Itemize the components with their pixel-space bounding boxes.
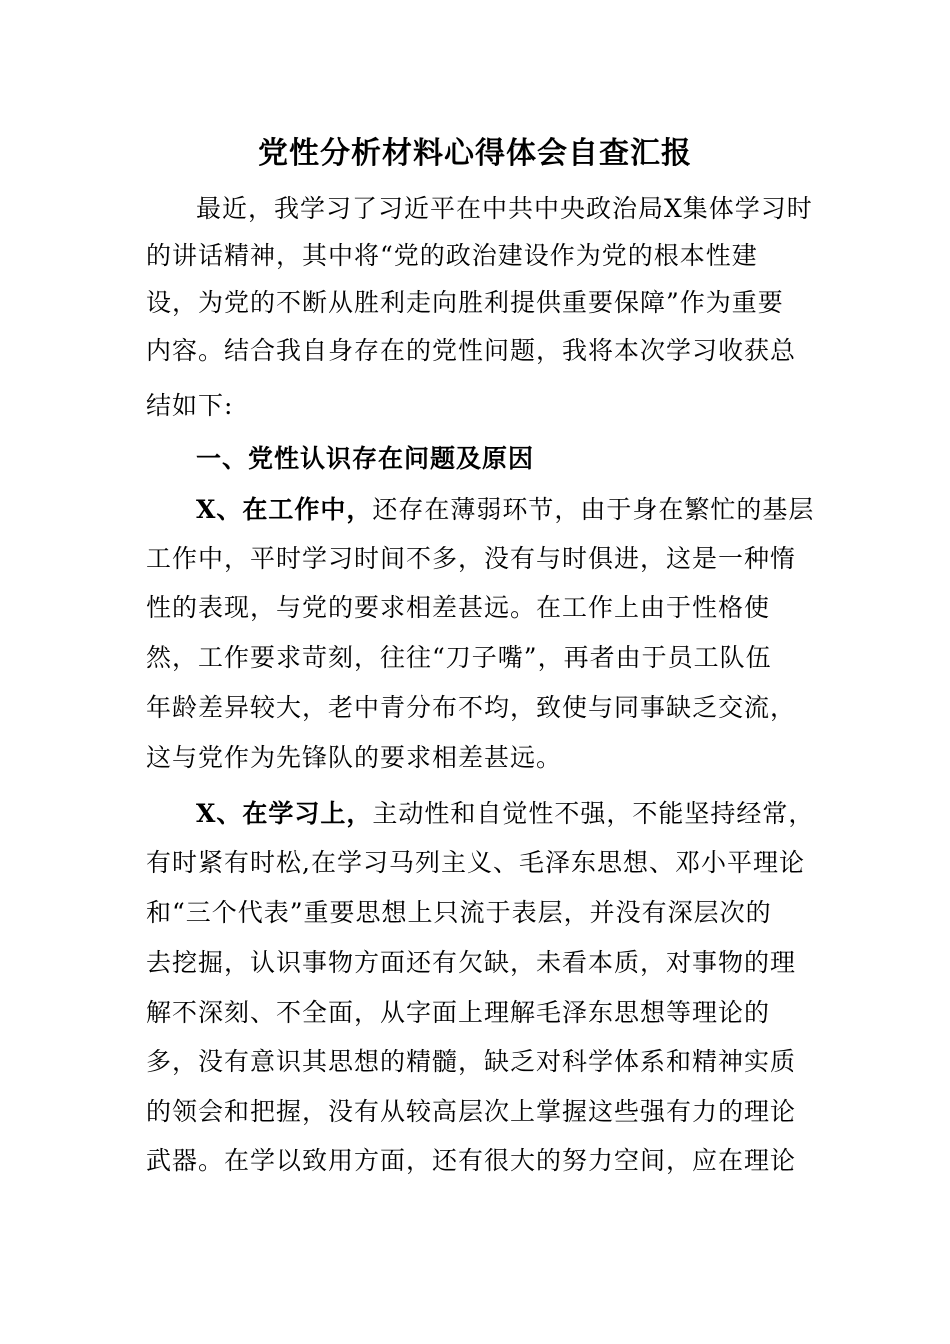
para2-line-1-rest: 主动性和自觉性不强，不能坚持经常， bbox=[372, 799, 815, 828]
para1-line-3: 性的表现，与党的要求相差甚远。在工作上由于性格使 bbox=[146, 593, 771, 622]
para1-line-1-rest: 还存在薄弱环节，由于身在繁忙的基层 bbox=[372, 495, 815, 524]
para1-line-1 bbox=[196, 492, 814, 528]
intro-line-5: 结如下: bbox=[146, 391, 234, 420]
para1-line-5: 年龄差异较大，老中青分布不均，致使与同事缺乏交流， bbox=[146, 693, 797, 722]
intro-line-4: 内容。结合我自身存在的党性问题，我将本次学习收获总 bbox=[146, 336, 797, 365]
intro-line-2: 的讲话精神，其中将“党的政治建设作为党的根本性建 bbox=[146, 241, 758, 270]
para2-line-6: 多，没有意识其思想的精髓，缺乏对科学体系和精神实质 bbox=[146, 1047, 797, 1076]
para1-line-4: 然，工作要求苛刻，往往“刀子嘴”，再者由于员工队伍 bbox=[146, 643, 772, 672]
para2-line-8: 武器。在学以致用方面，还有很大的努力空间，应在理论 bbox=[146, 1146, 797, 1175]
document-title: 党性分析材料心得体会自查汇报 bbox=[258, 136, 692, 171]
para2-line-5: 解不深刻、不全面，从字面上理解毛泽东思想等理论的 bbox=[146, 998, 771, 1027]
para2-line-7: 的领会和把握，没有从较高层次上掌握这些强有力的理论 bbox=[146, 1097, 797, 1126]
para2-line-2: 有时紧有时松,在学习马列主义、毛泽东思想、邓小平理论 bbox=[146, 848, 805, 877]
para1-line-2: 工作中，平时学习时间不多，没有与时俱进，这是一种惰 bbox=[146, 544, 797, 573]
intro-line-1: 最近，我学习了习近平在中共中央政治局X集体学习时 bbox=[196, 194, 813, 223]
intro-line-3: 设，为党的不断从胜利走向胜利提供重要保障”作为重要 bbox=[146, 288, 784, 317]
para2-line-1 bbox=[196, 796, 814, 832]
para1-lead: X、在工作中， bbox=[196, 495, 373, 524]
para1-line-6: 这与党作为先锋队的要求相差甚远。 bbox=[146, 743, 563, 772]
section-heading: 一、党性认识存在问题及原因 bbox=[196, 444, 535, 473]
para2-line-4: 去挖掘，认识事物方面还有欠缺，未看本质，对事物的理 bbox=[146, 948, 797, 977]
para2-line-3: 和“三个代表”重要思想上只流于表层，并没有深层次的 bbox=[146, 898, 772, 927]
para2-lead: X、在学习上， bbox=[196, 799, 373, 828]
